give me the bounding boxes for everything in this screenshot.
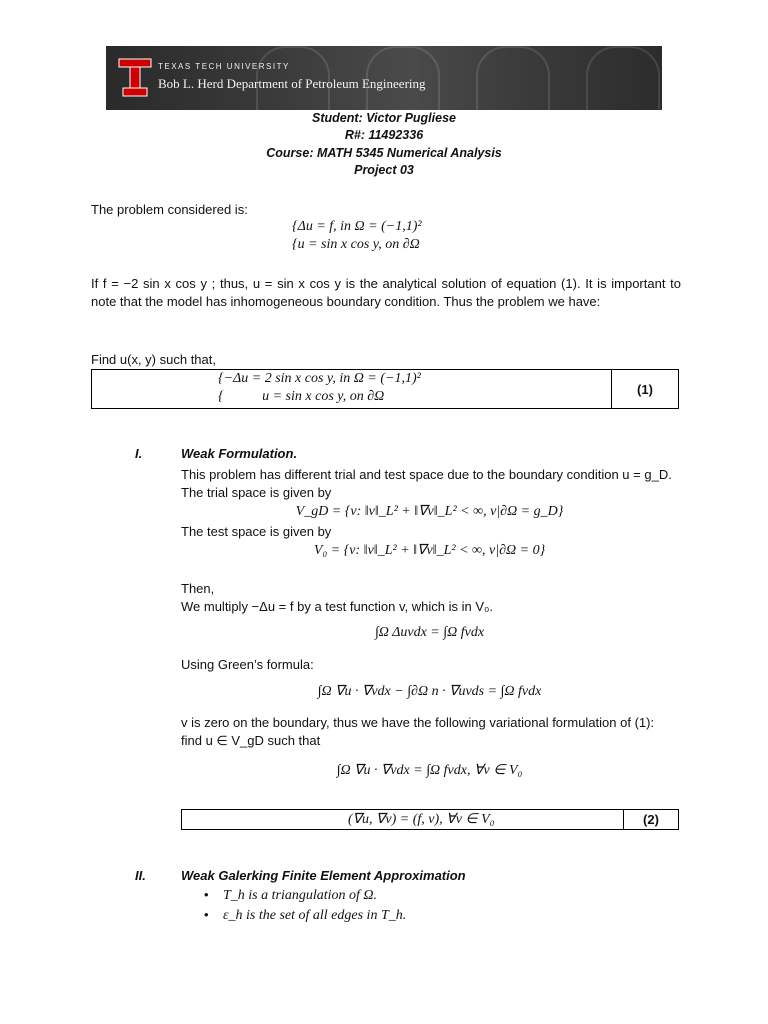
integral-1: ∫Ω Δuvdx = ∫Ω fvdx [374, 625, 485, 640]
trial-space: V_gD = {v: ‖v‖_L² + ‖∇v‖_L² < ∞, v|∂Ω = g_D} [295, 504, 564, 519]
equation-box-2 [181, 809, 679, 830]
equation-number-2: (2) [623, 810, 678, 829]
rnum-line: R#: 11492336 [344, 128, 424, 142]
system-line-2: {u = sin x cos y, on ∂Ω [292, 237, 420, 252]
section-2-number: II. [135, 868, 146, 883]
texas-tech-logo [118, 58, 152, 98]
equation-box-1 [91, 369, 679, 409]
section-2-title: Weak Galerking Finite Element Approximation [181, 868, 466, 883]
system-line-1: {Δu = f, in Ω = (−1,1)² [292, 219, 422, 234]
bullet-2: • ε_h is the set of all edges in T_h. [204, 907, 407, 923]
weak-paragraph-4: v is zero on the boundary, thus we have the following variational formulation of (1): find u ∈ V_gD such that [181, 715, 655, 748]
then-line: Then, [181, 581, 215, 596]
green-line: Using Green’s formula: [181, 657, 314, 672]
project-line: Project 03 [354, 163, 414, 177]
integral-3: ∫Ω ∇u · ∇vdx = ∫Ω fvdx, ∀v ∈ V₀ [336, 763, 523, 778]
course-line: Course: MATH 5345 Numerical Analysis [266, 146, 502, 160]
university-name: TEXAS TECH UNIVERSITY [158, 62, 290, 71]
intro-lead: The problem considered is: [91, 202, 248, 217]
find-line: Find u(x, y) such that, [91, 352, 216, 367]
bullet-1: • T_h is a triangulation of Ω. [204, 887, 378, 903]
test-space: V₀ = {v: ‖v‖_L² + ‖∇v‖_L² < ∞, v|∂Ω = 0} [313, 543, 546, 558]
student-line: Student: Victor Pugliese [311, 111, 456, 125]
header-banner [106, 46, 662, 110]
integral-2: ∫Ω ∇u · ∇vdx − ∫∂Ω n · ∇uvds = ∫Ω fvdx [317, 684, 542, 699]
department-name: Bob L. Herd Department of Petroleum Engineering [158, 76, 426, 91]
weak-paragraph-2: The test space is given by [181, 524, 332, 539]
weak-paragraph-1: This problem has different trial and test space due to the boundary condition u = g_D. The trial space is given by [181, 467, 672, 500]
intro-paragraph: If f = −2 sin x cos y ; thus, u = sin x cos y is the analytical solution of equation (1). It is important to note that the model has inhomogeneous boundary condition. Thus the problem we have: [91, 276, 681, 309]
box1-line-1: {−Δu = 2 sin x cos y, in Ω = (−1,1)² [218, 371, 421, 386]
section-1-number: I. [135, 446, 143, 461]
equation-number-1: (1) [611, 370, 678, 408]
box1-line-2: { u = sin x cos y, on ∂Ω [218, 389, 385, 404]
section-1-title: Weak Formulation. [181, 446, 298, 461]
weak-paragraph-3: We multiply −Δu = f by a test function v, which is in V₀. [181, 599, 494, 614]
box2-line: (∇u, ∇v) = (f, v), ∀v ∈ V₀ [348, 812, 495, 827]
